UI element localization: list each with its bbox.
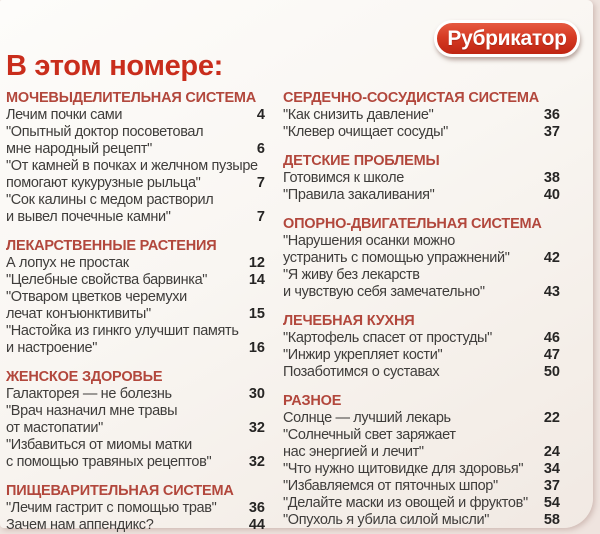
entry-title-line: "Отваром цветков черемухи bbox=[6, 289, 187, 305]
toc-entry-line-row bbox=[6, 420, 265, 437]
section-title: ЛЕКАРСТВЕННЫЕ РАСТЕНИЯ bbox=[6, 238, 217, 254]
toc-entry bbox=[283, 170, 560, 187]
toc-entry-line-row bbox=[283, 410, 560, 427]
entry-page-number: 46 bbox=[543, 330, 560, 346]
toc-entry bbox=[6, 386, 265, 403]
entry-title-line: "Целебные свойства барвинка" bbox=[6, 272, 208, 288]
entry-page-number: 36 bbox=[248, 500, 265, 516]
toc-entry-line-row bbox=[283, 267, 560, 284]
toc-entry bbox=[6, 272, 265, 289]
entry-page-number: 4 bbox=[256, 107, 265, 123]
toc-right-column bbox=[283, 90, 560, 529]
toc-entry bbox=[283, 124, 560, 141]
toc-entry-line-row bbox=[283, 427, 560, 444]
toc-entry-line-row bbox=[6, 272, 265, 289]
entry-title-line: помогают кукурузные рыльца" bbox=[6, 175, 201, 191]
section-title: ЖЕНСКОЕ ЗДОРОВЬЕ bbox=[6, 369, 163, 385]
entry-title-line: "Правила закаливания" bbox=[283, 187, 435, 203]
entry-title-line: от мастопатии" bbox=[6, 420, 103, 436]
toc-section bbox=[283, 393, 560, 529]
toc-entry-line-row bbox=[283, 284, 560, 301]
toc-entry bbox=[283, 512, 560, 529]
entry-title-line: мне народный рецепт" bbox=[6, 141, 152, 157]
toc-entry-line-row bbox=[6, 289, 265, 306]
entry-page-number: 42 bbox=[543, 250, 560, 266]
section-title: СЕРДЕЧНО-СОСУДИСТАЯ СИСТЕМА bbox=[283, 90, 540, 106]
entry-title-line: с помощью травяных рецептов" bbox=[6, 454, 212, 470]
entry-title-line: и вывел почечные камни" bbox=[6, 209, 171, 225]
entry-title-line: "Что нужно щитовидке для здоровья" bbox=[283, 461, 524, 477]
entry-title-line: "Врач назначил мне травы bbox=[6, 403, 178, 419]
toc-entry bbox=[6, 437, 265, 471]
entry-title-line: "Опытный доктор посоветовал bbox=[6, 124, 204, 140]
entry-title-line: нас энергией и лечит" bbox=[283, 444, 424, 460]
toc-entry bbox=[283, 410, 560, 427]
toc-entry-line-row bbox=[283, 495, 560, 512]
entry-title-line: "Солнечный свет заряжает bbox=[283, 427, 456, 443]
entry-page-number: 37 bbox=[543, 124, 560, 140]
entry-page-number: 54 bbox=[543, 495, 560, 511]
entry-title-line: "Лечим гастрит с помощью трав" bbox=[6, 500, 217, 516]
toc-entry bbox=[283, 427, 560, 461]
toc-entry bbox=[283, 364, 560, 381]
section-title: МОЧЕВЫДЕЛИТЕЛЬНАЯ СИСТЕМА bbox=[6, 90, 257, 106]
toc-entry bbox=[283, 478, 560, 495]
toc-entry-line-row bbox=[6, 306, 265, 323]
toc-entry bbox=[6, 158, 265, 192]
toc-entry-line-row bbox=[6, 192, 265, 209]
toc-entry bbox=[283, 495, 560, 512]
toc-section bbox=[6, 369, 265, 471]
toc-entry bbox=[283, 347, 560, 364]
entry-title-line: Лечим почки сами bbox=[6, 107, 123, 123]
entry-page-number: 37 bbox=[543, 478, 560, 494]
entry-title-line: Галакторея — не болезнь bbox=[6, 386, 172, 402]
toc-entry bbox=[6, 403, 265, 437]
entry-page-number: 6 bbox=[256, 141, 265, 157]
toc-entry-line-row bbox=[6, 454, 265, 471]
entry-title-line: устранить с помощью упражнений" bbox=[283, 250, 510, 266]
section-title: РАЗНОЕ bbox=[283, 393, 342, 409]
toc-entry-line-row bbox=[283, 107, 560, 124]
page-title: В этом номере: bbox=[6, 50, 224, 82]
entry-page-number: 58 bbox=[543, 512, 560, 528]
entry-page-number: 14 bbox=[248, 272, 265, 288]
toc-entry-line-row bbox=[283, 124, 560, 141]
toc-entry bbox=[283, 233, 560, 267]
rubricator-badge bbox=[434, 20, 580, 57]
entry-page-number: 30 bbox=[248, 386, 265, 402]
toc-entry-line-row bbox=[6, 175, 265, 192]
toc-entry bbox=[6, 192, 265, 226]
toc-entry bbox=[283, 187, 560, 204]
entry-page-number: 7 bbox=[256, 175, 265, 191]
toc-entry-line-row bbox=[283, 187, 560, 204]
entry-title-line: Готовимся к школе bbox=[283, 170, 404, 186]
entry-title-line: Позаботимся о суставах bbox=[283, 364, 440, 380]
entry-title-line: лечат конъюнктивиты" bbox=[6, 306, 151, 322]
rubricator-badge-label: Рубрикатор bbox=[447, 26, 567, 50]
toc-entry bbox=[6, 289, 265, 323]
toc-entry-line-row bbox=[6, 141, 265, 158]
entry-page-number: 32 bbox=[248, 420, 265, 436]
toc-entry-line-row bbox=[283, 347, 560, 364]
toc-section bbox=[283, 153, 560, 204]
toc-entry-line-row bbox=[6, 403, 265, 420]
toc-section bbox=[283, 90, 560, 141]
entry-page-number: 15 bbox=[248, 306, 265, 322]
entry-title-line: "Сок калины с медом растворил bbox=[6, 192, 214, 208]
toc-section bbox=[6, 90, 265, 226]
entry-title-line: "Избавляемся от пяточных шпор" bbox=[283, 478, 498, 494]
section-title: ДЕТСКИЕ ПРОБЛЕМЫ bbox=[283, 153, 440, 169]
entry-title-line: "Картофель спасет от простуды" bbox=[283, 330, 492, 346]
toc-entry-line-row bbox=[6, 437, 265, 454]
entry-page-number: 12 bbox=[248, 255, 265, 271]
entry-page-number: 32 bbox=[248, 454, 265, 470]
toc-entry-line-row bbox=[6, 158, 265, 175]
toc-entry bbox=[6, 517, 265, 534]
toc-entry-line-row bbox=[283, 512, 560, 529]
section-title: ЛЕЧЕБНАЯ КУХНЯ bbox=[283, 313, 415, 329]
toc-entry-line-row bbox=[283, 170, 560, 187]
toc-entry bbox=[283, 107, 560, 124]
entry-title-line: и чувствую себя замечательно" bbox=[283, 284, 485, 300]
toc-entry-line-row bbox=[6, 209, 265, 226]
toc-entry-line-row bbox=[283, 444, 560, 461]
toc-entry-line-row bbox=[6, 323, 265, 340]
toc-entry-line-row bbox=[6, 107, 265, 124]
toc-entry bbox=[283, 461, 560, 478]
entry-title-line: и настроение" bbox=[6, 340, 98, 356]
toc-section bbox=[6, 483, 265, 534]
section-title: ПИЩЕВАРИТЕЛЬНАЯ СИСТЕМА bbox=[6, 483, 234, 499]
entry-page-number: 7 bbox=[256, 209, 265, 225]
toc-entry-line-row bbox=[283, 233, 560, 250]
toc-entry-line-row bbox=[6, 517, 265, 534]
toc-entry-line-row bbox=[6, 340, 265, 357]
entry-title-line: А лопух не простак bbox=[6, 255, 129, 271]
entry-page-number: 16 bbox=[248, 340, 265, 356]
entry-title-line: "Настойка из гинкго улучшит память bbox=[6, 323, 239, 339]
entry-page-number: 44 bbox=[248, 517, 265, 533]
entry-page-number: 22 bbox=[543, 410, 560, 426]
entry-title-line: "Опухоль я убила силой мысли" bbox=[283, 512, 490, 528]
toc-entry-line-row bbox=[283, 478, 560, 495]
toc-entry-line-row bbox=[283, 330, 560, 347]
toc-section bbox=[283, 313, 560, 381]
toc-section bbox=[283, 216, 560, 301]
entry-title-line: "От камней в почках и желчном пузыре bbox=[6, 158, 258, 174]
entry-page-number: 43 bbox=[543, 284, 560, 300]
toc-entry bbox=[283, 330, 560, 347]
entry-page-number: 36 bbox=[543, 107, 560, 123]
toc-entry-line-row bbox=[6, 500, 265, 517]
toc-entry bbox=[6, 500, 265, 517]
entry-title-line: "Клевер очищает сосуды" bbox=[283, 124, 448, 140]
toc-entry-line-row bbox=[283, 250, 560, 267]
toc-entry bbox=[6, 323, 265, 357]
toc-entry bbox=[6, 255, 265, 272]
entry-title-line: "Я живу без лекарств bbox=[283, 267, 420, 283]
entry-page-number: 40 bbox=[543, 187, 560, 203]
toc-entry bbox=[6, 107, 265, 124]
entry-title-line: Зачем нам аппендикс? bbox=[6, 517, 154, 533]
toc-entry-line-row bbox=[6, 124, 265, 141]
entry-page-number: 38 bbox=[543, 170, 560, 186]
toc-entry bbox=[283, 267, 560, 301]
section-title: ОПОРНО-ДВИГАТЕЛЬНАЯ СИСТЕМА bbox=[283, 216, 542, 232]
toc-section bbox=[6, 238, 265, 357]
entry-page-number: 34 bbox=[543, 461, 560, 477]
toc-entry-line-row bbox=[6, 386, 265, 403]
entry-title-line: "Избавиться от миомы матки bbox=[6, 437, 192, 453]
entry-title-line: "Инжир укрепляет кости" bbox=[283, 347, 443, 363]
toc-entry-line-row bbox=[283, 461, 560, 478]
entry-page-number: 47 bbox=[543, 347, 560, 363]
toc-entry bbox=[6, 124, 265, 158]
entry-title-line: "Как снизить давление" bbox=[283, 107, 434, 123]
toc-entry-line-row bbox=[283, 364, 560, 381]
entry-page-number: 50 bbox=[543, 364, 560, 380]
entry-title-line: "Нарушения осанки можно bbox=[283, 233, 455, 249]
toc-entry-line-row bbox=[6, 255, 265, 272]
toc-left-column bbox=[6, 90, 265, 534]
entry-title-line: "Делайте маски из овощей и фруктов" bbox=[283, 495, 528, 511]
entry-title-line: Солнце — лучший лекарь bbox=[283, 410, 451, 426]
entry-page-number: 24 bbox=[543, 444, 560, 460]
